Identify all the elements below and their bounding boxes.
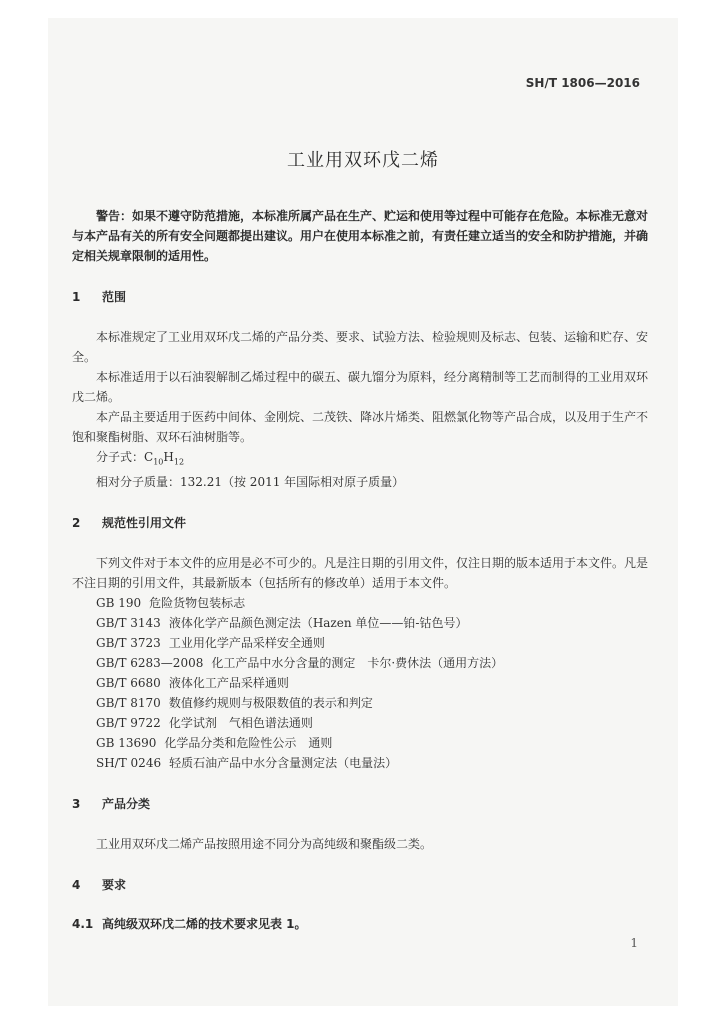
reference-code: GB 190 xyxy=(96,596,142,611)
formula-hydrogen: H xyxy=(163,450,174,464)
reference-code: GB/T 9722 xyxy=(96,716,161,731)
scope-paragraph: 本标准规定了工业用双环戊二烯的产品分类、要求、试验方法、检验规则及标志、包装、运输和贮存、安全。 xyxy=(72,330,649,364)
reference-item xyxy=(72,593,648,613)
reference-title: 化工产品中水分含量的测定 卡尔·费休法（通用方法） xyxy=(211,656,504,671)
reference-code: GB/T 3143 xyxy=(96,616,161,631)
section-heading-classification xyxy=(72,795,648,812)
section-title: 产品分类 xyxy=(102,797,151,812)
document-title: 工业用双环戊二烯 xyxy=(287,150,439,171)
reference-title: 化学试剂 气相色谱法通则 xyxy=(168,716,313,731)
subsection-text: 高纯级双环戊二烯的技术要求见表 1。 xyxy=(102,917,307,932)
formula-carbon-count: 10 xyxy=(153,457,164,467)
references-intro: 下列文件对于本文件的应用是必不可少的。凡是注日期的引用文件，仅注日期的版本适用于本文件。凡是不注日期的引用文件，其最新版本（包括所有的修改单）适用于本文件。 xyxy=(72,556,649,591)
document-page xyxy=(48,18,678,1006)
section-heading-normative-references xyxy=(72,514,648,531)
scope-paragraph: 本产品主要适用于医药中间体、金刚烷、二茂铁、降冰片烯类、阻燃氯化物等产品合成，以及用于生产不饱和聚酯树脂、双环石油树脂等。 xyxy=(72,410,649,444)
section-number: 1 xyxy=(72,290,81,304)
reference-code: GB 13690 xyxy=(96,736,157,751)
reference-title: 液体化工产品采样通则 xyxy=(168,676,289,691)
formula-label: 分子式： xyxy=(96,450,145,464)
molecular-mass: 相对分子质量：132.21（按 2011 年国际相对原子质量） xyxy=(96,475,405,490)
subsection-heading-4-1 xyxy=(72,915,648,932)
section-heading-requirements xyxy=(72,876,648,893)
standard-code: SH/T 1806—2016 xyxy=(525,76,640,90)
section-heading-scope xyxy=(72,288,648,305)
section-title: 范围 xyxy=(102,290,127,304)
classification-text: 工业用双环戊二烯产品按照用途不同分为高纯级和聚酯级二类。 xyxy=(96,837,433,852)
reference-item xyxy=(72,653,648,673)
molecular-formula xyxy=(72,447,648,472)
reference-item xyxy=(72,613,648,633)
reference-item xyxy=(72,733,648,753)
reference-item xyxy=(72,633,648,653)
reference-title: 轻质石油产品中水分含量测定法（电量法） xyxy=(169,756,398,771)
reference-title: 工业用化学产品采样安全通则 xyxy=(168,636,325,651)
scope-paragraph: 本标准适用于以石油裂解制乙烯过程中的碳五、碳九馏分为原料，经分离精制等工艺而制得的工业用双环戊二烯。 xyxy=(72,370,649,404)
section-number: 2 xyxy=(72,516,81,531)
reference-item xyxy=(72,753,648,773)
reference-item xyxy=(72,713,648,733)
reference-item xyxy=(72,693,648,713)
reference-item xyxy=(72,673,648,693)
document-body xyxy=(72,206,648,932)
reference-title: 数值修约规则与极限数值的表示和判定 xyxy=(168,696,373,711)
section-number: 4 xyxy=(72,878,81,893)
page-number: 1 xyxy=(630,936,638,950)
section-number: 3 xyxy=(72,797,81,812)
reference-code: GB/T 6283—2008 xyxy=(96,656,204,671)
reference-code: GB/T 6680 xyxy=(96,676,161,691)
formula-carbon: C xyxy=(144,450,154,464)
reference-code: SH/T 0246 xyxy=(96,756,162,771)
reference-code: GB/T 8170 xyxy=(96,696,161,711)
reference-list xyxy=(72,593,648,773)
reference-code: GB/T 3723 xyxy=(96,636,161,651)
section-title: 要求 xyxy=(102,878,127,893)
reference-title: 危险货物包装标志 xyxy=(149,596,246,611)
formula-hydrogen-count: 12 xyxy=(173,457,185,467)
warning-paragraph: 警告：如果不遵守防范措施，本标准所属产品在生产、贮运和使用等过程中可能存在危险。本标准无意对与本产品有关的所有安全问题都提出建议。用户在使用本标准之前，有责任建立适当的安全和防护措施，并确定相关规章限制的适用性。 xyxy=(72,209,649,263)
subsection-number: 4.1 xyxy=(72,917,94,932)
reference-title: 化学品分类和危险性公示 通则 xyxy=(164,736,333,751)
section-title: 规范性引用文件 xyxy=(102,516,187,531)
reference-title: 液体化学产品颜色测定法（Hazen 单位——铂-钴色号） xyxy=(168,616,468,631)
